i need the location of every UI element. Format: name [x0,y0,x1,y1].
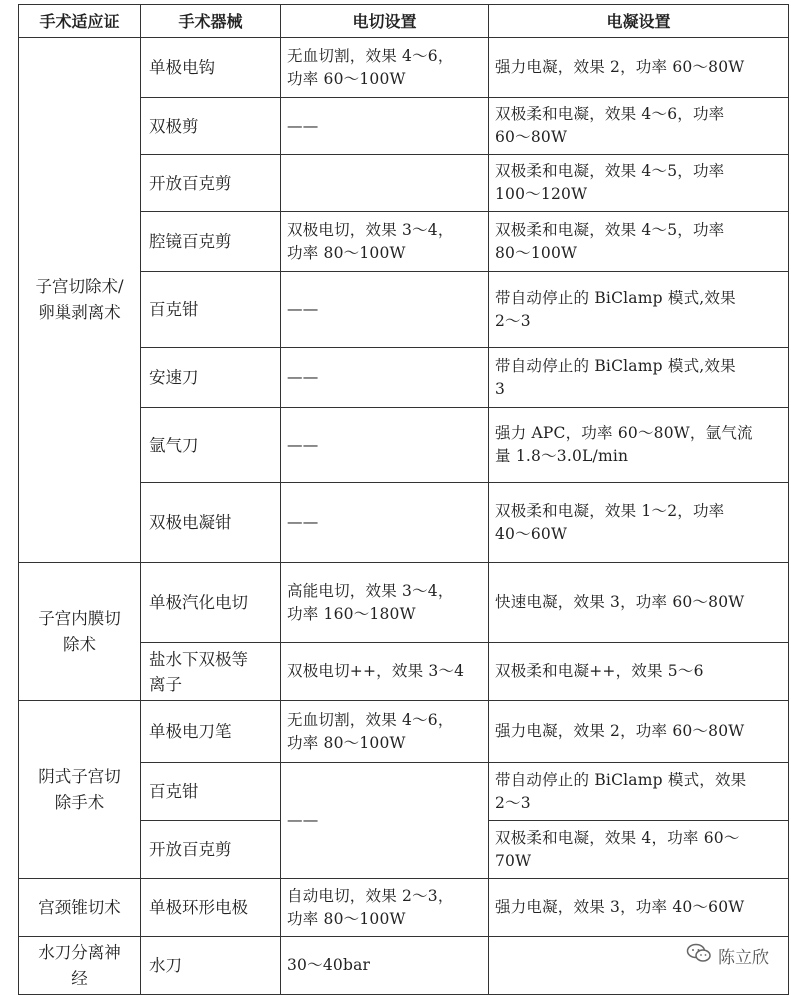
header-cut-setting: 电切设置 [281,5,489,38]
cut-setting-cell: 双极电切++，效果 3～4 [281,643,489,701]
coag-setting-cell: 双极柔和电凝++，效果 5～6 [489,643,789,701]
table-row [19,563,789,643]
watermark [682,941,773,970]
instrument-cell: 腔镜百克剪 [141,212,281,272]
coag-setting-cell: 强力电凝，效果 2，功率 60～80W [489,38,789,98]
wechat-icon [686,943,712,968]
cut-setting-cell [281,155,489,212]
watermark-text: 陈立欣 [718,948,769,968]
coag-setting-cell: 带自动停止的 BiClamp 模式，效果 2～3 [489,763,789,821]
coag-setting-cell: 双极柔和电凝，效果 4，功率 60～ 70W [489,821,789,879]
header-indication: 手术适应证 [19,5,141,38]
instrument-cell: 双极剪 [141,98,281,155]
coag-setting-cell: 带自动停止的 BiClamp 模式,效果 2～3 [489,272,789,348]
cut-setting-cell: —— [281,763,489,879]
coag-setting-cell: 双极柔和电凝，效果 4～5，功率 80～100W [489,212,789,272]
table-row [19,38,789,98]
coag-setting-cell: 双极柔和电凝，效果 4～6，功率 60～80W [489,98,789,155]
table-row [19,879,789,937]
coag-setting-cell: 强力电凝，效果 3，功率 40～60W [489,879,789,937]
coag-setting-cell: 强力 APC，功率 60～80W，氩气流 量 1.8～3.0L/min [489,408,789,483]
surgery-settings-table [18,4,789,995]
table-row [19,937,789,995]
instrument-cell: 开放百克剪 [141,155,281,212]
cut-setting-cell: 自动电切，效果 2～3， 功率 80～100W [281,879,489,937]
indication-cell: 子宫切除术/ 卵巢剥离术 [19,38,141,563]
instrument-cell: 开放百克剪 [141,821,281,879]
cut-setting-cell: —— [281,272,489,348]
indication-cell: 宫颈锥切术 [19,879,141,937]
indication-cell: 阴式子宫切 除手术 [19,701,141,879]
header-coag-setting: 电凝设置 [489,5,789,38]
instrument-cell: 单极汽化电切 [141,563,281,643]
instrument-cell: 氩气刀 [141,408,281,483]
cut-setting-cell: —— [281,408,489,483]
cut-setting-cell: 双极电切，效果 3～4， 功率 80～100W [281,212,489,272]
instrument-cell: 单极电刀笔 [141,701,281,763]
instrument-cell: 安速刀 [141,348,281,408]
coag-setting-cell: 带自动停止的 BiClamp 模式,效果 3 [489,348,789,408]
instrument-cell: 盐水下双极等 离子 [141,643,281,701]
cut-setting-cell: —— [281,348,489,408]
coag-setting-cell: 双极柔和电凝，效果 1～2，功率 40～60W [489,483,789,563]
cut-setting-cell: —— [281,483,489,563]
indication-cell: 水刀分离神 经 [19,937,141,995]
cut-setting-cell: 30～40bar [281,937,489,995]
header-row [19,5,789,38]
coag-setting-cell: 双极柔和电凝，效果 4～5，功率 100～120W [489,155,789,212]
instrument-cell: 百克钳 [141,272,281,348]
coag-setting-cell: 快速电凝，效果 3，功率 60～80W [489,563,789,643]
instrument-cell: 水刀 [141,937,281,995]
instrument-cell: 单极电钩 [141,38,281,98]
instrument-cell: 百克钳 [141,763,281,821]
header-instrument: 手术器械 [141,5,281,38]
coag-setting-cell: 强力电凝，效果 2，功率 60～80W [489,701,789,763]
cut-setting-cell: 无血切割，效果 4～6， 功率 60～100W [281,38,489,98]
cut-setting-cell: —— [281,98,489,155]
cut-setting-cell: 高能电切，效果 3～4， 功率 160～180W [281,563,489,643]
instrument-cell: 双极电凝钳 [141,483,281,563]
indication-cell: 子宫内膜切 除术 [19,563,141,701]
cut-setting-cell: 无血切割，效果 4～6， 功率 80～100W [281,701,489,763]
instrument-cell: 单极环形电极 [141,879,281,937]
table-row [19,701,789,763]
